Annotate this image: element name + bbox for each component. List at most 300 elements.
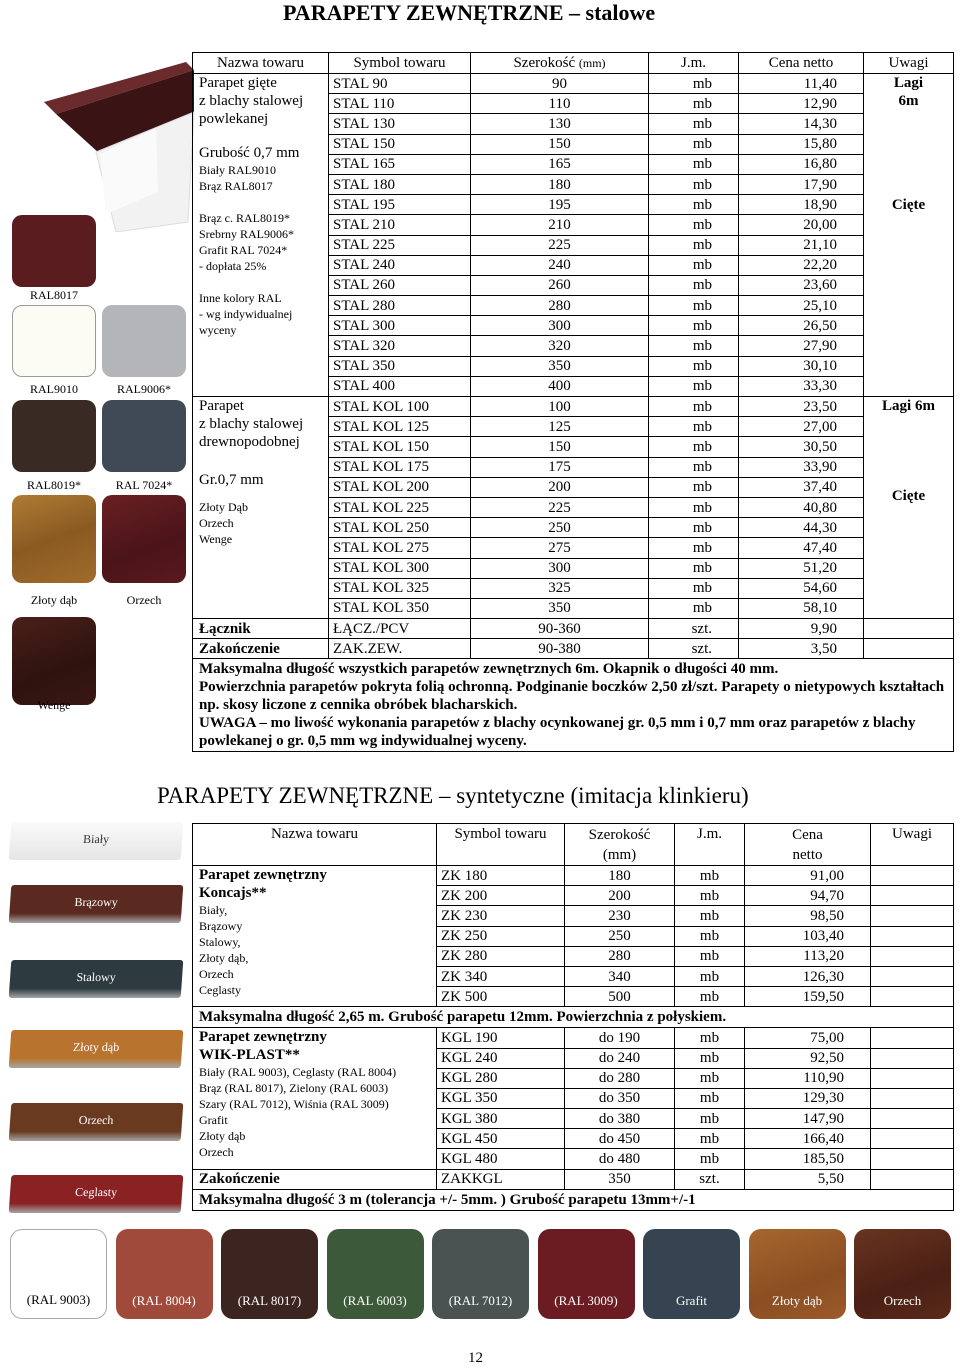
- width-cell: 350: [471, 356, 649, 376]
- symbol-cell: STAL 350: [329, 356, 471, 376]
- header2-price-label: Cena: [792, 827, 823, 843]
- unit-cell: szt.: [649, 639, 739, 659]
- unit-cell: mb: [675, 987, 745, 1007]
- unit-cell: mb: [649, 134, 739, 154]
- unit-cell: mb: [649, 255, 739, 275]
- product-name-line: Koncajs**: [199, 885, 267, 901]
- color-option: Ceglasty: [199, 983, 241, 997]
- symbol-cell: STAL 210: [329, 215, 471, 235]
- notes-cell: [864, 397, 954, 619]
- symbol-cell: STAL KOL 100: [329, 397, 471, 417]
- unit-cell: mb: [675, 1048, 745, 1068]
- unit-cell: mb: [675, 966, 745, 986]
- product-name-line: Parapet zewnętrzny: [199, 1029, 327, 1046]
- spacer: [199, 451, 326, 471]
- header-symbol: Symbol towaru: [329, 53, 471, 74]
- table-row: [193, 639, 954, 659]
- width-cell: 225: [471, 497, 649, 517]
- notes-cell: [871, 1048, 954, 1068]
- width-cell: 195: [471, 195, 649, 215]
- unit-cell: mb: [649, 477, 739, 497]
- width-cell: 200: [565, 886, 675, 906]
- color-option: Złoty dąb: [199, 1129, 246, 1144]
- width-cell: do 190: [565, 1028, 675, 1048]
- header2-unit: J.m.: [675, 824, 745, 866]
- unit-cell: mb: [649, 235, 739, 255]
- unit-cell: mb: [675, 926, 745, 946]
- color-swatch-label: Orzech: [126, 593, 162, 607]
- symbol-cell: STAL 130: [329, 114, 471, 134]
- width-cell: 260: [471, 275, 649, 295]
- spacer: [199, 489, 326, 499]
- symbol-cell: STAL 260: [329, 275, 471, 295]
- price-cell: 15,80: [739, 134, 864, 154]
- symbol-cell: ZK 180: [437, 866, 565, 886]
- notes-cell: [871, 1028, 954, 1048]
- color-strip-label: Stalowy: [75, 970, 117, 984]
- width-cell: 280: [471, 296, 649, 316]
- unit-cell: mb: [649, 558, 739, 578]
- notes-row: [193, 1189, 954, 1210]
- notes-row: [193, 1007, 954, 1028]
- table-row: [193, 866, 954, 886]
- unit-cell: mb: [649, 457, 739, 477]
- price-cell: 9,90: [739, 619, 864, 639]
- price-cell: 54,60: [739, 578, 864, 598]
- width-cell: 175: [471, 457, 649, 477]
- color-swatch: [12, 400, 96, 472]
- price-cell: 18,90: [739, 195, 864, 215]
- unit-cell: mb: [649, 397, 739, 417]
- notes-cell: [871, 946, 954, 966]
- unit-cell: mb: [649, 598, 739, 618]
- price-cell: 30,10: [739, 356, 864, 376]
- symbol-cell: STAL 400: [329, 376, 471, 396]
- header-unit: J.m.: [649, 53, 739, 74]
- symbol-cell: STAL KOL 175: [329, 457, 471, 477]
- price-cell: 51,20: [739, 558, 864, 578]
- symbol-cell: STAL KOL 325: [329, 578, 471, 598]
- notes-cell: [864, 639, 954, 659]
- notes-cell: [871, 886, 954, 906]
- footnote-line: UWAGA – mo liwość wykonania parapetów z blachy ocynkowanej gr. 0,5 mm i 0,7 mm oraz parapetów z blachy powlekanej o gr. 0,5 mm wg indywidualnej wyceny.: [199, 715, 916, 750]
- symbol-cell: ŁĄCZ./PCV: [329, 619, 471, 639]
- color-option-custom: - wg indywidualnej: [199, 307, 293, 321]
- color-swatch-label: (RAL 3009): [554, 1293, 618, 1308]
- color-swatch: [102, 400, 186, 472]
- color-option-custom: Inne kolory RAL: [199, 291, 282, 305]
- width-cell: 275: [471, 538, 649, 558]
- footnote-cell: Maksymalna długość 3 m (tolerancja +/- 5mm. ) Grubość parapetu 13mm+/-1: [193, 1189, 954, 1210]
- width-cell: 240: [471, 255, 649, 275]
- color-swatch-label: (RAL 8004): [132, 1293, 196, 1308]
- symbol-cell: ZK 250: [437, 926, 565, 946]
- steel-sill-image: [36, 42, 196, 232]
- notes-cell: [871, 1088, 954, 1108]
- table-row: [193, 74, 954, 94]
- unit-cell: mb: [675, 906, 745, 926]
- color-swatch: [12, 305, 96, 377]
- note-cut: Cięte: [891, 488, 926, 504]
- color-swatch: [538, 1229, 635, 1319]
- symbol-cell: STAL KOL 150: [329, 437, 471, 457]
- price-cell: 92,50: [745, 1048, 871, 1068]
- product-name-cell: Zakończenie: [193, 639, 329, 659]
- section2-title: PARAPETY ZEWNĘTRZNE – syntetyczne (imitacja klinkieru): [157, 783, 749, 808]
- color-swatch-label: RAL9010: [30, 382, 78, 396]
- width-cell: do 450: [565, 1129, 675, 1149]
- spacer: [868, 110, 949, 196]
- color-option-extra: Brąz c. RAL8019*: [199, 211, 290, 225]
- symbol-cell: ZAKKGL: [437, 1169, 565, 1189]
- unit-cell: mb: [675, 1129, 745, 1149]
- header2-width: [565, 824, 675, 866]
- symbol-cell: KGL 480: [437, 1149, 565, 1169]
- color-strip: [9, 960, 184, 998]
- unit-cell: mb: [649, 74, 739, 94]
- table-row: [193, 1169, 954, 1189]
- symbol-cell: STAL KOL 225: [329, 497, 471, 517]
- width-cell: 325: [471, 578, 649, 598]
- color-swatch-label: (RAL 9003): [26, 1292, 91, 1307]
- symbol-cell: STAL KOL 275: [329, 538, 471, 558]
- color-strip-label: Ceglasty: [74, 1185, 118, 1199]
- notes-cell: [871, 926, 954, 946]
- color-strip-label: Brązowy: [73, 895, 119, 909]
- color-swatch: [12, 617, 96, 705]
- price-cell: 3,50: [739, 639, 864, 659]
- price-cell: 23,60: [739, 275, 864, 295]
- width-cell: 300: [471, 558, 649, 578]
- symbol-cell: STAL KOL 250: [329, 518, 471, 538]
- width-cell: 500: [565, 987, 675, 1007]
- symbol-cell: STAL 280: [329, 296, 471, 316]
- unit-cell: mb: [649, 114, 739, 134]
- color-swatch: [10, 1229, 107, 1319]
- steel-price-table: [192, 52, 954, 752]
- unit-cell: mb: [675, 1149, 745, 1169]
- color-strip-label: Orzech: [78, 1113, 114, 1127]
- color-swatch: [749, 1229, 846, 1319]
- price-cell: 110,90: [745, 1068, 871, 1088]
- symbol-cell: KGL 450: [437, 1129, 565, 1149]
- price-cell: 166,40: [745, 1129, 871, 1149]
- price-cell: 17,90: [739, 174, 864, 194]
- symbol-cell: KGL 240: [437, 1048, 565, 1068]
- symbol-cell: ZK 340: [437, 966, 565, 986]
- symbol-cell: STAL 240: [329, 255, 471, 275]
- color-option: Biały,: [199, 903, 228, 917]
- table2-header-row: [193, 824, 954, 866]
- thickness-label: Grubość 0,7 mm: [199, 145, 300, 161]
- width-cell: 250: [565, 926, 675, 946]
- notes-cell: [871, 866, 954, 886]
- width-cell: 165: [471, 154, 649, 174]
- width-cell: 100: [471, 397, 649, 417]
- width-cell: 110: [471, 94, 649, 114]
- price-cell: 5,50: [745, 1169, 871, 1189]
- footnote-line: Maksymalna długość wszystkich parapetów zewnętrznych 6m. Okapnik o długości 40 mm.: [199, 661, 779, 678]
- unit-cell: mb: [675, 886, 745, 906]
- header2-width-unit: (mm): [602, 847, 637, 863]
- width-cell: do 380: [565, 1109, 675, 1129]
- price-cell: 58,10: [739, 598, 864, 618]
- unit-cell: mb: [675, 866, 745, 886]
- header-notes: Uwagi: [864, 53, 954, 74]
- color-option: Złoty Dąb: [199, 500, 248, 514]
- product-name-line: z blachy stalowej: [199, 93, 304, 109]
- symbol-cell: STAL KOL 350: [329, 598, 471, 618]
- note-lengths: Lagi: [893, 75, 924, 91]
- product-name-line: Parapet zewnętrzny: [199, 867, 327, 883]
- product-name-line: Parapet: [199, 398, 244, 414]
- unit-cell: szt.: [649, 619, 739, 639]
- notes-cell: [871, 906, 954, 926]
- color-option-custom: wyceny: [199, 323, 237, 337]
- width-cell: do 480: [565, 1149, 675, 1169]
- unit-cell: mb: [649, 275, 739, 295]
- width-cell: 90-380: [471, 639, 649, 659]
- color-option: Biały (RAL 9003), Ceglasty (RAL 8004): [199, 1065, 397, 1080]
- color-swatch-label: Wenge: [37, 698, 71, 712]
- price-cell: 40,80: [739, 497, 864, 517]
- symbol-cell: ZK 280: [437, 946, 565, 966]
- notes-cell: [864, 619, 954, 639]
- color-strip: [9, 822, 184, 860]
- notes-cell: [871, 1169, 954, 1189]
- product-name-cell: [193, 1028, 437, 1169]
- footnote-line: Powierzchnia parapetów pokryta folią ochronną. Podginanie boczków 2,50 zł/szt. Parapety o nietypowych kształtach np. skosy liczone z cennika obróbek blacharskich.: [199, 679, 945, 714]
- width-cell: 280: [565, 946, 675, 966]
- spacer: [868, 415, 949, 487]
- width-cell: 200: [471, 477, 649, 497]
- price-cell: 30,50: [739, 437, 864, 457]
- unit-cell: szt.: [675, 1169, 745, 1189]
- width-cell: 340: [565, 966, 675, 986]
- symbol-cell: STAL KOL 300: [329, 558, 471, 578]
- thickness-label: Gr.0,7 mm: [199, 472, 264, 488]
- price-cell: 23,50: [739, 397, 864, 417]
- notes-cell: [871, 966, 954, 986]
- unit-cell: mb: [675, 1088, 745, 1108]
- product-name-cell: [193, 397, 329, 619]
- notes-cell: [864, 74, 954, 397]
- width-cell: 250: [471, 518, 649, 538]
- color-swatch: [432, 1229, 529, 1319]
- price-cell: 126,30: [745, 966, 871, 986]
- synthetic-price-table: [192, 823, 954, 1211]
- symbol-cell: KGL 190: [437, 1028, 565, 1048]
- symbol-cell: STAL KOL 200: [329, 477, 471, 497]
- color-strip: [9, 1030, 184, 1068]
- price-cell: 27,00: [739, 417, 864, 437]
- header-width: [471, 53, 649, 74]
- width-cell: do 350: [565, 1088, 675, 1108]
- symbol-cell: ZAK.ZEW.: [329, 639, 471, 659]
- header2-name: Nazwa towaru: [193, 824, 437, 866]
- price-cell: 21,10: [739, 235, 864, 255]
- unit-cell: mb: [675, 1068, 745, 1088]
- unit-cell: mb: [649, 437, 739, 457]
- color-strip: [9, 1103, 184, 1141]
- unit-cell: mb: [649, 578, 739, 598]
- symbol-cell: ZK 500: [437, 987, 565, 1007]
- price-cell: 22,20: [739, 255, 864, 275]
- price-cell: 25,10: [739, 296, 864, 316]
- price-cell: 147,90: [745, 1109, 871, 1129]
- width-cell: 210: [471, 215, 649, 235]
- color-option: Wenge: [199, 532, 233, 546]
- width-cell: 300: [471, 316, 649, 336]
- unit-cell: mb: [649, 195, 739, 215]
- color-strip-label: Biały: [82, 832, 110, 846]
- symbol-cell: STAL 320: [329, 336, 471, 356]
- product-name-line: Parapet gięte: [199, 75, 277, 91]
- color-option: Orzech: [199, 516, 234, 530]
- price-cell: 113,20: [745, 946, 871, 966]
- price-cell: 159,50: [745, 987, 871, 1007]
- table-row: [193, 397, 954, 417]
- unit-cell: mb: [649, 316, 739, 336]
- color-swatch-label: (RAL 6003): [343, 1293, 407, 1308]
- color-strip: [9, 1175, 184, 1213]
- unit-cell: mb: [649, 497, 739, 517]
- color-swatch-label: Grafit: [675, 1293, 708, 1308]
- color-swatch-label: Złoty dąb: [771, 1293, 823, 1308]
- notes-row: [193, 659, 954, 752]
- product-name-line: z blachy stalowej: [199, 416, 304, 432]
- table-row: [193, 619, 954, 639]
- footnote-cell: [193, 659, 954, 752]
- color-swatch-label: RAL9006*: [117, 382, 171, 396]
- unit-cell: mb: [649, 538, 739, 558]
- header2-notes: Uwagi: [871, 824, 954, 866]
- price-cell: 91,00: [745, 866, 871, 886]
- width-cell: 320: [471, 336, 649, 356]
- color-option: Stalowy,: [199, 935, 241, 949]
- unit-cell: mb: [649, 296, 739, 316]
- width-cell: 125: [471, 417, 649, 437]
- color-option: Orzech: [199, 1145, 234, 1160]
- price-cell: 185,50: [745, 1149, 871, 1169]
- unit-cell: mb: [649, 376, 739, 396]
- color-option: Brązowy: [199, 919, 243, 933]
- width-cell: 150: [471, 437, 649, 457]
- price-cell: 44,30: [739, 518, 864, 538]
- width-cell: do 240: [565, 1048, 675, 1068]
- color-swatch-label: RAL 7024*: [115, 478, 173, 492]
- unit-cell: mb: [649, 174, 739, 194]
- width-cell: 90-360: [471, 619, 649, 639]
- width-cell: 225: [471, 235, 649, 255]
- product-name-cell: Zakończenie: [193, 1169, 437, 1189]
- unit-cell: mb: [649, 94, 739, 114]
- color-swatch-label: (RAL 7012): [448, 1293, 513, 1308]
- notes-cell: [871, 1068, 954, 1088]
- symbol-cell: STAL 110: [329, 94, 471, 114]
- color-option: Brąz (RAL 8017), Zielony (RAL 6003): [199, 1081, 389, 1096]
- price-cell: 129,30: [745, 1088, 871, 1108]
- spacer: [199, 194, 326, 210]
- width-cell: 130: [471, 114, 649, 134]
- price-cell: 26,50: [739, 316, 864, 336]
- note-lengths: Lagi 6m: [882, 398, 935, 414]
- notes-cell: [871, 1149, 954, 1169]
- product-name-cell: [193, 866, 437, 1007]
- color-option: Szary (RAL 7012), Wiśnia (RAL 3009): [199, 1097, 389, 1112]
- header-width-label: Szerokość: [513, 55, 576, 71]
- color-option: Grafit: [199, 1113, 228, 1128]
- width-cell: 180: [565, 866, 675, 886]
- unit-cell: mb: [649, 518, 739, 538]
- symbol-cell: KGL 350: [437, 1088, 565, 1108]
- header2-price: [745, 824, 871, 866]
- unit-cell: mb: [649, 215, 739, 235]
- color-swatch-label: RAL8017: [30, 288, 78, 302]
- note-lengths-value: 6m: [898, 93, 919, 109]
- width-cell: 150: [471, 134, 649, 154]
- unit-cell: mb: [675, 946, 745, 966]
- color-swatch: [102, 495, 186, 583]
- color-option: Brąz RAL8017: [199, 179, 273, 193]
- product-name-cell: [193, 74, 329, 397]
- header2-price-unit: netto: [792, 847, 823, 863]
- page-number: 12: [468, 1350, 483, 1366]
- price-cell: 33,90: [739, 457, 864, 477]
- color-strip: [9, 885, 184, 923]
- spacer: [199, 274, 326, 290]
- unit-cell: mb: [675, 1109, 745, 1129]
- color-swatch-label: Złoty dąb: [30, 593, 78, 607]
- symbol-cell: STAL 225: [329, 235, 471, 255]
- section1-title: PARAPETY ZEWNĘTRZNE – stalowe: [283, 0, 656, 25]
- color-swatch: [102, 305, 186, 377]
- symbol-cell: KGL 380: [437, 1109, 565, 1129]
- color-option-extra: Srebrny RAL9006*: [199, 227, 294, 241]
- symbol-cell: STAL 180: [329, 174, 471, 194]
- color-swatch-label: RAL8019*: [27, 478, 81, 492]
- width-cell: 180: [471, 174, 649, 194]
- notes-cell: [871, 987, 954, 1007]
- color-option: Złoty dąb,: [199, 951, 249, 965]
- price-cell: 33,30: [739, 376, 864, 396]
- notes-cell: [871, 1129, 954, 1149]
- symbol-cell: STAL 165: [329, 154, 471, 174]
- unit-cell: mb: [649, 417, 739, 437]
- product-name-cell: Łącznik: [193, 619, 329, 639]
- spacer: [199, 128, 326, 144]
- unit-cell: mb: [675, 1028, 745, 1048]
- color-swatch: [643, 1229, 740, 1319]
- symbol-cell: STAL 195: [329, 195, 471, 215]
- header-width-unit: (mm): [578, 56, 606, 70]
- width-cell: do 280: [565, 1068, 675, 1088]
- color-option: Biały RAL9010: [199, 163, 276, 177]
- price-cell: 14,30: [739, 114, 864, 134]
- color-option: Orzech: [199, 967, 234, 981]
- header2-width-label: Szerokość: [588, 827, 651, 843]
- unit-cell: mb: [649, 154, 739, 174]
- color-swatch: [327, 1229, 424, 1319]
- color-swatch: [116, 1229, 213, 1319]
- color-swatch: [854, 1229, 951, 1319]
- price-cell: 75,00: [745, 1028, 871, 1048]
- price-cell: 94,70: [745, 886, 871, 906]
- price-cell: 27,90: [739, 336, 864, 356]
- price-cell: 47,40: [739, 538, 864, 558]
- color-swatch-label: Orzech: [883, 1293, 922, 1308]
- symbol-cell: STAL 150: [329, 134, 471, 154]
